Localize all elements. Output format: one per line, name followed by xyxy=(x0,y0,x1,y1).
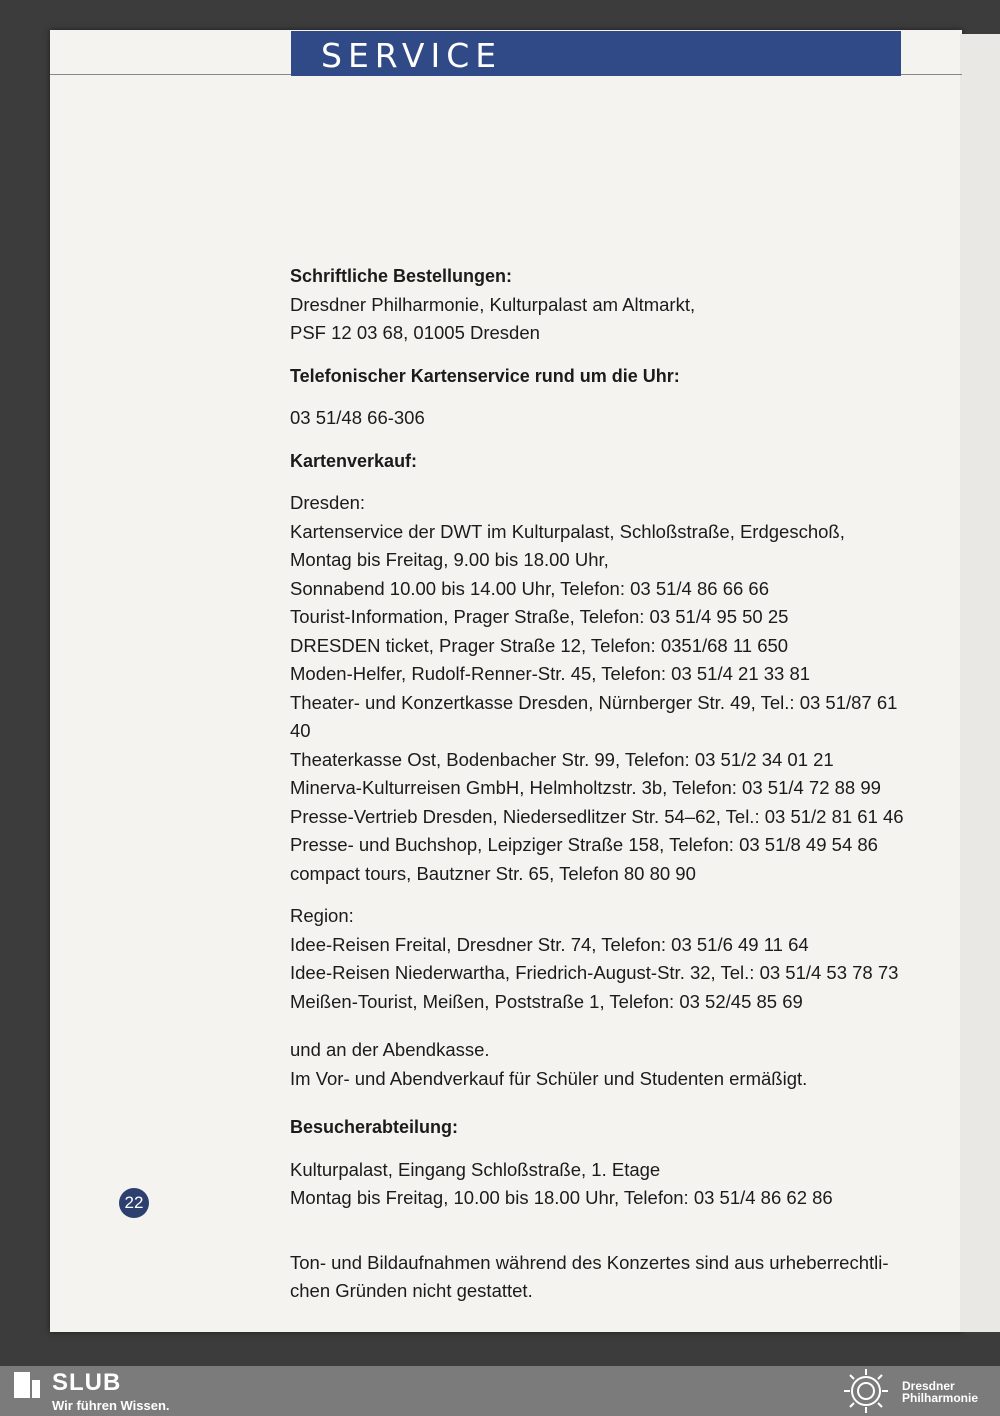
service-content xyxy=(290,262,920,1306)
dresden-line: Tourist-Information, Prager Straße, Telefon: 03 51/4 95 50 25 xyxy=(290,606,789,627)
viewer-footer xyxy=(0,1366,1000,1416)
region-label: Region: xyxy=(290,905,354,926)
phone-service-heading: Telefonischer Kartenservice rund um die Uhr: xyxy=(290,365,680,386)
visitor-department-heading: Besucherabteilung: xyxy=(290,1117,459,1137)
slub-logo-icon[interactable] xyxy=(14,1372,40,1398)
discount-line: Im Vor- und Abendverkauf für Schüler und Studenten ermäßigt. xyxy=(290,1067,808,1089)
dresden-line: Presse- und Buchshop, Leipziger Straße 158, Telefon: 03 51/8 49 54 86 xyxy=(290,834,878,855)
dresden-line: Presse-Vertrieb Dresden, Niedersedlitzer Str. 54–62, Tel.: 03 51/2 81 61 46 xyxy=(290,805,904,827)
written-orders-heading: Schriftliche Bestellungen: xyxy=(290,266,513,286)
dresden-label: Dresden: xyxy=(290,492,366,513)
page-title: SERVICE xyxy=(321,36,503,75)
region-line: Idee-Reisen Freital, Dresdner Str. 74, Telefon: 03 51/6 49 11 64 xyxy=(290,933,809,955)
dresden-line: compact tours, Bautzner Str. 65, Telefon 80 80 90 xyxy=(290,862,696,884)
dresden-line: Minerva-Kulturreisen GmbH, Helmholtzstr. 3b, Telefon: 03 51/4 72 88 99 xyxy=(290,777,881,798)
dresden-line: Theater- und Konzertkasse Dresden, Nürnberger Str. 49, Tel.: 03 51/87 61 40 xyxy=(290,691,898,741)
visitor-department-line: Montag bis Freitag, 10.00 bis 18.00 Uhr, Telefon: 03 51/4 86 62 86 xyxy=(290,1187,833,1208)
written-orders-line: Dresdner Philharmonie, Kulturpalast am Altmarkt, xyxy=(290,293,696,315)
dresden-line: Kartenservice der DWT im Kulturpalast, Schloßstraße, Erdgeschoß, xyxy=(290,520,845,542)
slub-name[interactable]: SLUB xyxy=(52,1369,122,1396)
written-orders-line: PSF 12 03 68, 01005 Dresden xyxy=(290,322,540,343)
facing-page-edge xyxy=(960,34,1000,1332)
dresden-line: Moden-Helfer, Rudolf-Renner-Str. 45, Telefon: 03 51/4 21 33 81 xyxy=(290,663,811,684)
region-line: Idee-Reisen Niederwartha, Friedrich-August-Str. 32, Tel.: 03 51/4 53 78 73 xyxy=(290,962,899,983)
ticket-sales-heading: Kartenverkauf: xyxy=(290,450,418,471)
region-line: Meißen-Tourist, Meißen, Poststraße 1, Telefon: 03 52/45 85 69 xyxy=(290,990,803,1012)
visitor-department-line: Kulturpalast, Eingang Schloßstraße, 1. Etage xyxy=(290,1158,661,1180)
evening-box-office-line: und an der Abendkasse. xyxy=(290,1039,490,1060)
dresden-line: DRESDEN ticket, Prager Straße 12, Telefon: 0351/68 11 650 xyxy=(290,634,789,656)
dresden-line: Montag bis Freitag, 9.00 bis 18.00 Uhr, xyxy=(290,549,609,570)
philharmonie-line: Dresdner xyxy=(902,1379,955,1393)
dresden-line: Theaterkasse Ost, Bodenbacher Str. 99, Telefon: 03 51/2 34 01 21 xyxy=(290,748,834,770)
philharmonie-line: Philharmonie xyxy=(902,1391,979,1405)
page-number: 22 xyxy=(119,1188,149,1218)
recording-notice-line: Ton- und Bildaufnahmen während des Konzertes sind aus urheberrechtli- xyxy=(290,1251,889,1273)
phone-service-number: 03 51/48 66-306 xyxy=(290,407,425,428)
dresden-line: Sonnabend 10.00 bis 14.00 Uhr, Telefon: 03 51/4 86 66 66 xyxy=(290,577,769,599)
slub-tagline: Wir führen Wissen. xyxy=(52,1398,170,1413)
philharmonie-logo-icon xyxy=(842,1368,890,1414)
philharmonie-wordmark xyxy=(902,1380,978,1404)
recording-notice-line: chen Gründen nicht gestattet. xyxy=(290,1280,533,1301)
